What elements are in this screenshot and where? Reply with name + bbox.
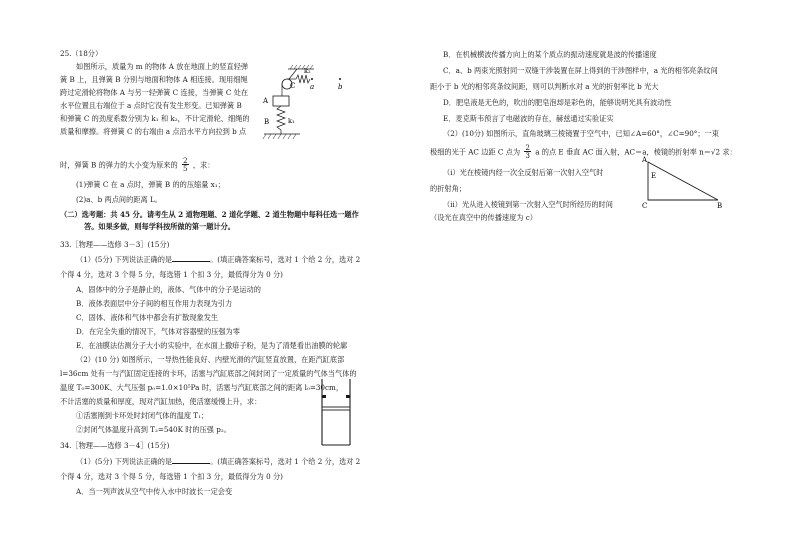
prism-diagram [638,150,728,212]
label-prism-e: E [651,172,657,180]
q25-line-1: 如图所示，质量为 m 的物体 A 放在地面上的竖直轻弹 [76,62,249,71]
q25-line-7-suffix: ，求： [192,160,215,170]
label-k1: k₁ [288,117,295,125]
q33-part2-line-4: 不计活塞的质量和厚度，现对汽缸加热，使活塞缓慢上升，求： [60,397,262,406]
q33-header: 33.［物理——选修 3－3］(15分) [60,240,170,249]
label-c: C [290,82,296,90]
q33-part2-line-1: （2）(10 分) 如图所示，一导热性能良好、内壁光滑的汽缸竖直放置，在距汽缸底部 [76,355,345,364]
q33-part1-suffix: 。(填正确答案标号，选对 1 个给 2 分，选对 2 [210,255,361,264]
q25-line-6: 质量和摩擦。将弹簧 C 的右端由 a 点沿水平方向拉到 b 点 [60,127,247,136]
q33-part2-line-2: l=36cm 处有一与汽缸固定连接的卡环，活塞与汽缸底部之间封闭了一定质量的气体当气体的 [60,369,357,378]
q33-part2-line-3: 温度 T₀=300K、大气压强 p₀=1.0×10⁵Pa 时，活塞与汽缸底部之间的距离 l₀=30cm， [60,383,344,392]
label-prism-c: C [642,202,648,210]
label-point-b: b [338,83,343,91]
cylinder-diagram [316,377,356,449]
q25-line-7-prefix: 时，弹簧 B 的弹力的大小变为原来的 [60,160,178,170]
q33-part1-prefix: （1）(5分) 下列说法正确的是 [76,255,173,264]
q34-part1-prefix: （1）(5分) 下列说法正确的是 [76,457,173,466]
label-point-a: a [310,83,315,91]
q25-line-5: 和弹簧 C 的劲度系数分别为 k₁ 和 k₂，不计定滑轮、细绳的 [60,114,250,123]
fraction [182,157,189,172]
q34-option-a: A．当一列声波从空气中传入水中时波长一定会变 [76,487,233,496]
label-a-block: A [263,97,269,105]
q34-option-c-line-2: 距小于 b 光的相邻亮条纹间距，则可以判断水对 a 光的折射率比 b 光大 [430,82,659,91]
q25-header: 25.（18分） [60,49,103,58]
q34-sub-i: （i）光在棱镜内经一次全反射后第一次射入空气时 [443,168,604,177]
q33-option-e: E．在油膜法估测分子大小的实验中，在水面上撒痱子粉，是为了清楚看出油膜的轮廓 [76,341,348,350]
q34-answer-blank [172,457,210,464]
q34-sub-ii-cont: （设光在真空中的传播速度为 c） [430,213,537,222]
q33-option-d: D．在完全失重的情况下，气体对容器壁的压强为零 [76,327,240,336]
fraction-denominator: 3 [525,151,530,160]
section-2-heading-cont: 答。如果多做，则每学科按所做的第一题计分。 [84,222,235,231]
q33-part2-q2: ②封闭气体温度升高到 T₂=540K 时的压强 p₂。 [76,425,231,434]
q25-sub-1: (1)弹簧 C 在 a 点时，弹簧 B 的的压缩量 x₁； [76,180,225,189]
q25-line-7 [60,158,214,173]
q34-option-e: E．麦克斯韦预言了电磁波的存在，赫兹通过实验证实 [443,114,614,123]
fraction-numerator: 2 [182,156,188,165]
label-b-spring: B [264,118,270,126]
q33-score-rule: 个得 4 分，选对 3 个得 5 分，每选错 1 个扣 3 分，最低得分为 0 分) [60,270,283,279]
q34-sub-ii: （ii）光从进入棱镜到第一次射入空气时所经历的时间 [443,200,613,209]
q34-part1-suffix: 。(填正确答案标号，选对 1 个给 2 分，选对 2 [210,457,361,466]
q34-sub-i-cont: 的折射角； [430,184,466,193]
q33-option-b: B．液体表面层中分子间的相互作用力表现为引力 [76,299,233,308]
prism-figure [638,150,728,212]
q34-score-rule: 个得 4 分，选对 3 个得 5 分，每选错 1 个扣 3 分，最低得分为 0 分) [60,472,283,481]
q25-line-3: 跨过定滑轮将物体 A 与另一轻弹簧 C 连接，当弹簧 C 处在 [60,88,249,97]
q34-part2-suffix: a 的点 E 垂直 AC 面入射，AC＝a，棱镜的折射率 n＝√2 求： [535,147,737,157]
spring-pulley-diagram [256,64,352,154]
q34-part2-prefix: 极细的光于 AC 边距 C 点为 [430,147,521,157]
q34-part2-line-1: （2）(10分) 如图所示，直角玻璃三棱镜置于空气中，已知∠A=60°，∠C=90°；一束 [443,129,719,138]
spring-pulley-figure [256,64,352,154]
q34-header: 34.［物理——选修 3－4］(15分) [60,441,170,450]
q33-answer-blank [172,255,210,262]
q25-line-2: 簧 B 上，且弹簧 B 分别与地面和物体 A 相连接。现用细绳 [60,75,248,84]
fraction-denominator: 5 [182,164,188,173]
q25-line-4: 水平位置且右端位于 a 点时它没有发生形变。已知弹簧 B [60,101,242,110]
label-prism-a: A [642,156,648,164]
piston [322,407,350,410]
q33-part1-prompt [76,255,360,264]
cylinder-figure [316,377,356,449]
prism-triangle [648,162,718,200]
fraction [524,144,531,159]
fraction-numerator: 2 [525,143,530,152]
section-2-heading: （二）选考题：共 45 分。请考生从 2 道物理题、2 道化学题、2 道生物题中每科任选一题作 [60,210,359,219]
q33-option-c: C．固体、液体和气体中都会有扩散现象发生 [76,313,219,322]
label-k2: k₂ [304,67,311,75]
q34-option-d: D．肥皂液是无色的，吹出的肥皂泡却是彩色的，能够说明光具有波动性 [443,98,672,107]
q34-option-b: B．在机械横波传播方向上的某个质点的振动速度就是波的传播速度 [443,50,657,59]
q34-option-c-line-1: C．a、b 两束光照射同一双缝干涉装置在屏上得到的干涉图样中，a 光的相邻亮条纹间 [443,66,718,75]
q33-part2-q1: ①活塞刚到卡环处时封闭气体的温度 T₁； [76,411,209,420]
q25-sub-2: (2)a、b 两点间的距离 L。 [76,195,162,204]
q34-part1-prompt [76,457,360,466]
block-a [273,96,289,106]
q33-option-a: A．固体中的分子是静止的，液体、气体中的分子是运动的 [76,285,261,294]
label-prism-b: B [717,202,723,210]
